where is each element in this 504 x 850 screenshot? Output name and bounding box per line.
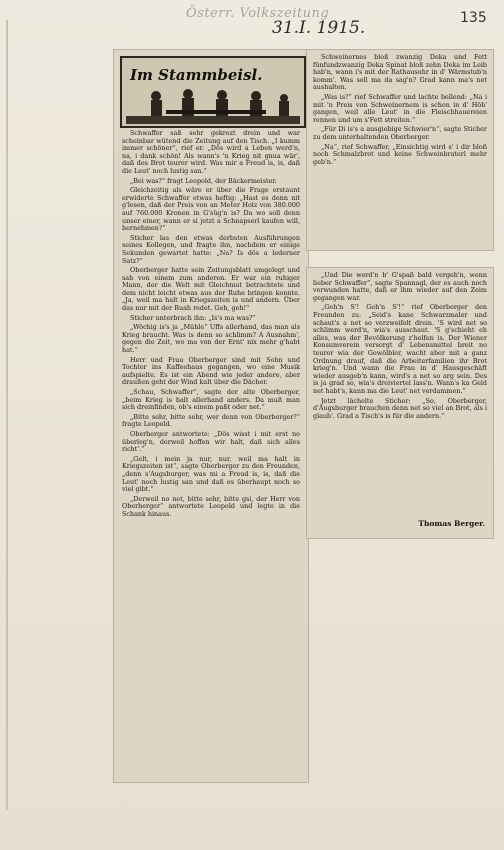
left-column-text <box>122 130 300 778</box>
right-bottom-column-text <box>313 272 487 534</box>
paragraph: Oberberger hatte sein Zeitungsblatt umgelegt und sah von einem zum anderen. Er war ein ruhiger Mann, der die Welt mit Gleichmut betrachtete und dem nicht leicht etwas aus der Ruhe bringen konnte. „Ja, weil ma halt in Kriegszeiten is und andern. Über das nur mit der Ruah redet. Geh, geh!“ <box>122 266 300 313</box>
paragraph: Jetzt lächelte Sticher: „So, Oberberger, d'Augsburger brauchen denn net so viel an Brot, als i glaub'. Grad a Tisch's is für die andern.“ <box>313 396 487 420</box>
article-title: Im Stammbeisl. <box>130 66 263 84</box>
handwritten-date: 31.I. 1915. <box>272 18 366 38</box>
clipping-right-bottom <box>307 268 493 538</box>
paragraph: Herr und Frau Oberberger sind mit Sohn und Tochter ins Kaffeehaus gegangen, wo eine Musik aufspielte. Es ist ein Abend wie jeder andere, aber draußen geht der Wind kalt über die Dächer. <box>122 355 300 387</box>
right-top-column-text <box>313 54 487 246</box>
paragraph: Gleichzeitig als wäre er über die Frage erstaunt erwiderte Schwaffer etwas heftig: „Hast es denn nit g'lesen, daß der Preis von an Meter Holz von 380.000 auf 760.000 Kronen in G'süg'n is? Da wo soll denn unser einer, wann er si jetzt a Schnapserl kaufen will, hernehmen?“ <box>122 186 300 233</box>
binding-edge <box>6 20 12 810</box>
paragraph: „Geh'n S'! Geh'n S'!“ rief Oberberger den Freunden zu. „Seid's kane Schwarzmaler und schaut's a net so verzweifelt drein. 'S wird net so schlimm werd'n, wia's ausschaut. 'S g'schieht eh alles, was der Bevölkerung z'helfen is. Der Wiener Konsumverein versorgt d' Lebensmittel breit no teurer wia der Gewölbler, wacht aber mit a ganz Ordnung drauf, daß die Arbeiterfamilien ihr Brot krieg'n. Und wann die Frau in d' Hausgeschäft wieder ausgeb'n kann, wird's a net so arg sein. Des is ja grad so, wia's dreiviertel lass'n. Wann's ka Geld net habt's, kann ma die Leut' net verdammen.“ <box>313 303 487 395</box>
paragraph: Oberberger antwortete: „Dös wisst i mit erst no überleg'n, derweil hoffen wir halt, daß sich alles richt'.“ <box>122 429 300 454</box>
paragraph: Sticher las den etwas derbsten Ausführungen seines Kollegen, und fragte ihn, nachdem er einige Sekunden gewartet hatte: „Na? Is dös a lederner Satz?“ <box>122 233 300 265</box>
paragraph: „Gelt, i mein ja nur, nur, weil ma halt in Kriegszeiten ist“, sagte Oberberger zu den Freunden, „denn s'Augsburger, was mi a Freud is, is, daß die Leut' noch lustig san und daß es überhaupt noch so viel gibt.“ <box>122 454 300 494</box>
paragraph: „Na“, rief Schwaffer, „Einsichtig wird s' i dir bloß noch Schmalzbrot und keine Schweinbraterl mehr geb'n.“ <box>313 142 487 166</box>
paragraph: „Und Die werd'n b' G'spaß bald vergeh'n, wenn lieber Schwaffer“, sagte Spannagl, der es auch noch verwunden hatte, daß er ihm wieder auf den Zeim gegangen war. <box>313 272 487 302</box>
page-number: 135 <box>460 10 487 26</box>
paragraph: „Für Di is's a ausgiebige Schwier'n“, sagte Sticher zu dem unterhaltenden Oberberger. <box>313 125 487 141</box>
paragraph: Schweinernes bloß zwanzig Deka und Fett fünfundzwanzig Deka Spinat bloß zehn Deka im Leib hab'n, wann i's mit der Rathausuhr in d' Wärmstub'n komm'. Was soll ma da sag'n? Grad kann ma's net aushalten. <box>313 54 487 92</box>
paragraph: „Schau, Schwaffer“, sagte der alte Oberberger, „beim Krieg is halt allerhand anders. Da muß man sich dreinfinden, ob's einem paßt oder net.“ <box>122 388 300 412</box>
article-banner <box>120 56 306 128</box>
author-signature: Thomas Berger. <box>418 519 485 528</box>
paragraph: „Bei was?“ fragt Leopold, der Bäckermeister. <box>130 176 277 185</box>
paragraph: „Derweil no net, bitte sehr, bitte gsi, der Herr von Oberberger“ antwortete Leopold und legte in die Schank hinaus. <box>122 494 300 518</box>
paragraph: „Bitte sehr, bitte sehr, wer denn von Oberberger?“ fragte Leopold. <box>122 412 300 429</box>
paragraph: Schwaffer saß sehr gekrezt drein und war scheinbar wütend die Zeitung auf den Tisch. „I kumm immer schöner“, rief er. „Dös wird a Leben werd'n, na, i dank schön! Als wann's 'n Krieg nit gnua wär', daß des Brot teurer wird. Was mir a Freud is, is, daß die Leut' noch lustig san.“ <box>122 130 300 175</box>
paragraph: Sticher unterbrach ihn: „Is's ma was?“ <box>130 313 256 322</box>
clipping-left-column <box>114 50 308 782</box>
newspaper-stamp: Österr. Volkszeitung <box>186 6 330 21</box>
paragraph: „Wöchig is's ja „Mühle“ Uffs allerhand, das man als Krieg braucht. Was is denn so schlimm? A Ausnahm', gegen die Zeit, wo ma von der Ernt' nix mehr g'habt hat.“ <box>122 323 300 355</box>
tavern-illustration-icon <box>126 86 300 124</box>
clipping-right-top <box>307 50 493 250</box>
paragraph: „Was is?“ rief Schwaffer und lachte bellend: „Na i mit 'n Preis von Schweinernem is schon in d' Höh' gangen, weil alle Leut' in die Fleischhauereien rennen und um s'Fett streiten.“ <box>313 92 487 124</box>
